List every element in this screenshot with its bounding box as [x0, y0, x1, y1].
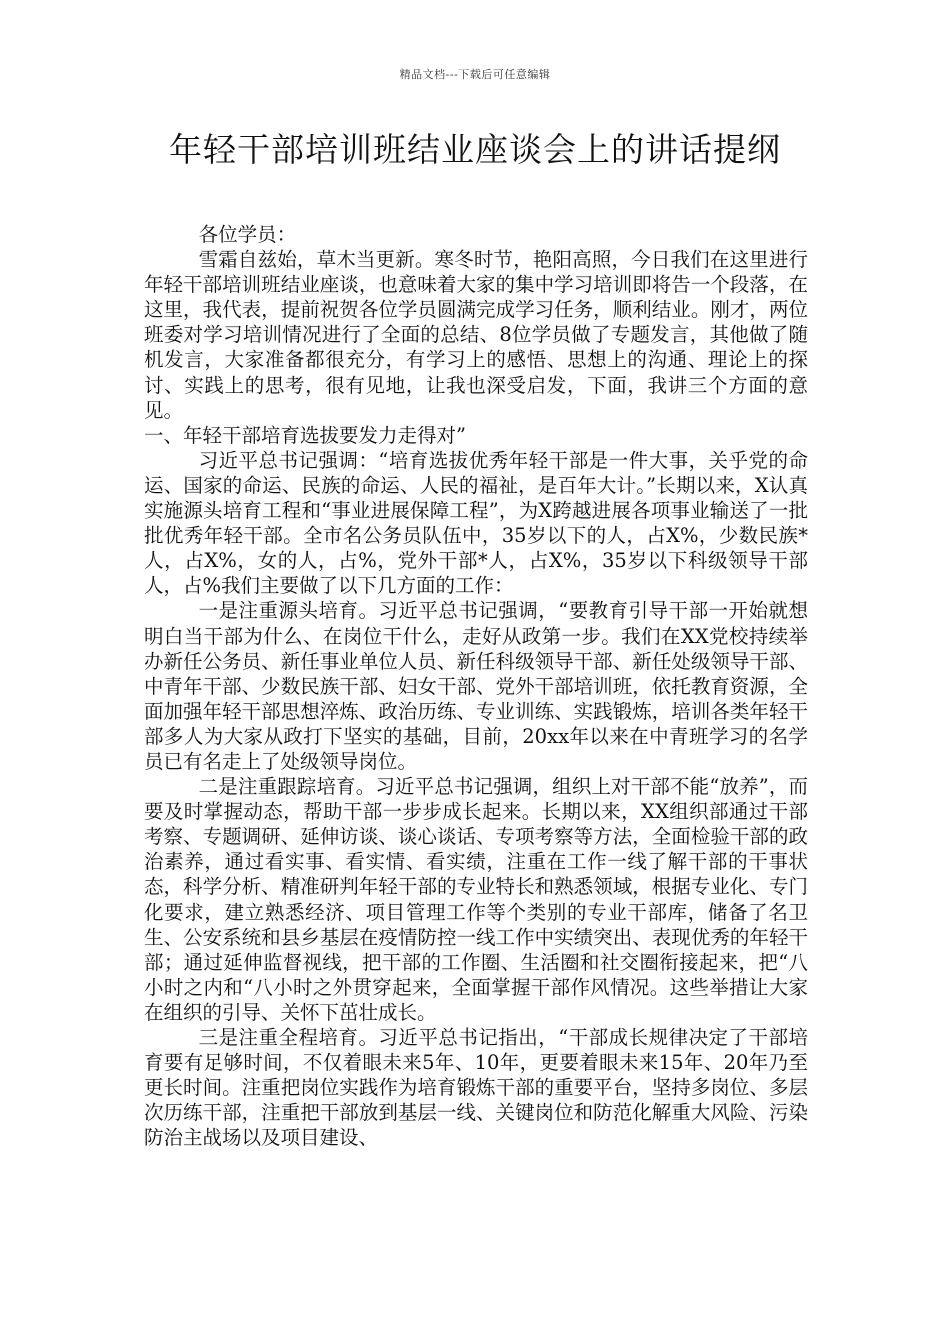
page-title: 年轻干部培训班结业座谈会上的讲话提纲: [169, 130, 781, 169]
salutation: 各位学员：: [198, 223, 297, 246]
paragraph-opening: 雪霜自兹始，草木当更新。寒冬时节，艳阳高照，今日我们在这里进行年轻干部培训班结业座谈，也意味着大家的集中学习培训即将告一个段落，在这里，我代表，提前祝贺各位学员圆满完成学习任务，顺利结业。刚才，两位班委对学习培训情况进行了全面的总结、8位学员做了专题发言，其他做了随机发言，大家准备都很充分，有学习上的感悟、思想上的沟通、理论上的探讨、实践上的思考，很有见地，让我也深受启发，下面，我讲三个方面的意见。: [144, 248, 808, 422]
header-note: 精品文档---下载后可任意编辑: [399, 68, 551, 81]
document-body: [144, 222, 808, 1150]
paragraph-point-3: 三是注重全程培育。习近平总书记指出，“干部成长规律决定了干部培育要有足够时间，不仅着眼未来5年、10年，更要着眼未来15年、20年乃至更长时间。注重把岗位实践作为培育锻炼干部的重要平台，坚持多岗位、多层次历练干部，注重把干部放到基层一线、关键岗位和防范化解重大风险、污染防治主战场以及项目建设、: [144, 1026, 808, 1150]
section-heading-1: 一、年轻干部培育选拔要发力走得对”: [144, 423, 466, 447]
paragraph-point-2: 二是注重跟踪培育。习近平总书记强调，组织上对干部不能“放养”，而要及时掌握动态，帮助干部一步步成长起来。长期以来，XX组织部通过干部考察、专题调研、延伸访谈、谈心谈话、专项考察等方法，全面检验干部的政治素养，通过看实事、看实情、看实绩，注重在工作一线了解干部的干事状态，科学分析、精准研判年轻干部的专业特长和熟悉领域，根据专业化、专门化要求，建立熟悉经济、项目管理工作等个类别的专业干部库，储备了名卫生、公安系统和县乡基层在疫情防控一线工作中实绩突出、表现优秀的年轻干部；通过延伸监督视线，把干部的工作圈、生活圈和社交圈衔接起来，把“八小时之内和“八小时之外贯穿起来，全面掌握干部作风情况。这些举措让大家在组织的引导、关怀下茁壮成长。: [144, 775, 808, 1024]
paragraph-point-1: 一是注重源头培育。习近平总书记强调，“要教育引导干部一开始就想明白当干部为什么、在岗位干什么，走好从政第一步。我们在XX党校持续举办新任公务员、新任事业单位人员、新任科级领导干部、新任处级领导干部、中青年干部、少数民族干部、妇女干部、党外干部培训班，依托教育资源，全面加强年轻干部思想淬炼、政治历练、专业训练、实践锻炼，培训各类年轻干部多人为大家从政打下坚实的基础，目前，20xx年以来在中青班学习的名学员已有名走上了处级领导岗位。: [144, 599, 808, 773]
paragraph-section-1-intro: 习近平总书记强调：“培育选拔优秀年轻干部是一件大事，关乎党的命运、国家的命运、民族的命运、人民的福祉，是百年大计。”长期以来，X认真实施源头培育工程和“事业进展保障工程”，为X跨越进展各项事业输送了一批批优秀年轻干部。全市名公务员队伍中，35岁以下的人，占X%，少数民族*人，占X%，女的人，占%，党外干部*人，占X%，35岁以下科级领导干部人，占%我们主要做了以下几方面的工作：: [144, 448, 808, 598]
